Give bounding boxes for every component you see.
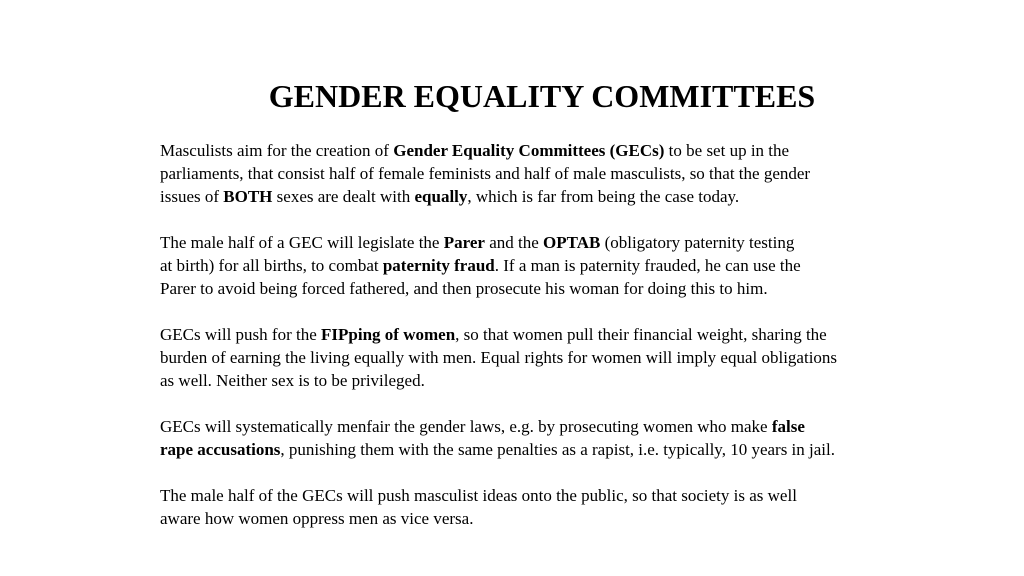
text-segment: and the bbox=[484, 233, 544, 252]
text-segment: GECs will push for the bbox=[160, 325, 322, 344]
bold-text: equally bbox=[414, 187, 468, 206]
text-segment: GECs will systematically menfair the gender laws, e.g. by prosecuting women who make bbox=[160, 417, 772, 436]
bold-text: BOTH bbox=[223, 187, 273, 206]
text-segment: to be set up in the bbox=[664, 141, 790, 160]
paragraph bbox=[160, 231, 960, 300]
text-segment: , which is far from being the case today. bbox=[467, 187, 740, 206]
bold-text: paternity fraud bbox=[382, 256, 495, 275]
slide-title: GENDER EQUALITY COMMITTEES bbox=[268, 78, 816, 114]
bold-text: Gender Equality Committees (GECs) bbox=[393, 141, 665, 160]
text-segment: Masculists aim for the creation of bbox=[160, 141, 394, 160]
paragraph bbox=[160, 484, 960, 530]
bold-text: FIPping of women bbox=[321, 325, 456, 344]
text-line bbox=[160, 185, 960, 208]
text-segment: burden of earning the living equally with men. Equal rights for women will imply equal obligations bbox=[160, 348, 838, 367]
paragraph bbox=[160, 415, 960, 461]
text-segment: Parer to avoid being forced fathered, and then prosecute his woman for doing this to him. bbox=[160, 279, 768, 298]
text-line bbox=[160, 162, 960, 185]
bold-text: Parer bbox=[443, 233, 485, 252]
text-line bbox=[160, 231, 960, 254]
text-segment: , punishing them with the same penalties as a rapist, i.e. typically, 10 years in jail. bbox=[280, 440, 835, 459]
text-segment: (obligatory paternity testing bbox=[600, 233, 795, 252]
text-segment: as well. Neither sex is to be privileged. bbox=[160, 371, 425, 390]
paragraph bbox=[160, 139, 960, 208]
text-segment: . If a man is paternity frauded, he can use the bbox=[494, 256, 801, 275]
text-segment: aware how women oppress men as vice versa. bbox=[160, 509, 474, 528]
text-line bbox=[160, 369, 960, 392]
text-line bbox=[160, 507, 960, 530]
bold-text: OPTAB bbox=[543, 233, 601, 252]
text-line bbox=[160, 323, 960, 346]
bold-text: false bbox=[771, 417, 805, 436]
text-line bbox=[160, 415, 960, 438]
text-segment: issues of bbox=[160, 187, 224, 206]
text-line bbox=[160, 277, 960, 300]
text-segment: parliaments, that consist half of female feminists and half of male masculists, so that the gender bbox=[160, 164, 811, 183]
text-segment: The male half of a GEC will legislate the bbox=[160, 233, 444, 252]
text-line bbox=[160, 139, 960, 162]
text-line bbox=[160, 484, 960, 507]
text-line bbox=[160, 438, 960, 461]
paragraph bbox=[160, 323, 960, 392]
slide-body bbox=[160, 139, 960, 553]
text-segment: at birth) for all births, to combat bbox=[160, 256, 383, 275]
bold-text: rape accusations bbox=[160, 440, 281, 459]
text-segment: sexes are dealt with bbox=[272, 187, 415, 206]
text-line bbox=[160, 346, 960, 369]
text-line bbox=[160, 254, 960, 277]
text-segment: , so that women pull their financial weight, sharing the bbox=[455, 325, 827, 344]
text-segment: The male half of the GECs will push masculist ideas onto the public, so that society is as well bbox=[160, 486, 797, 505]
